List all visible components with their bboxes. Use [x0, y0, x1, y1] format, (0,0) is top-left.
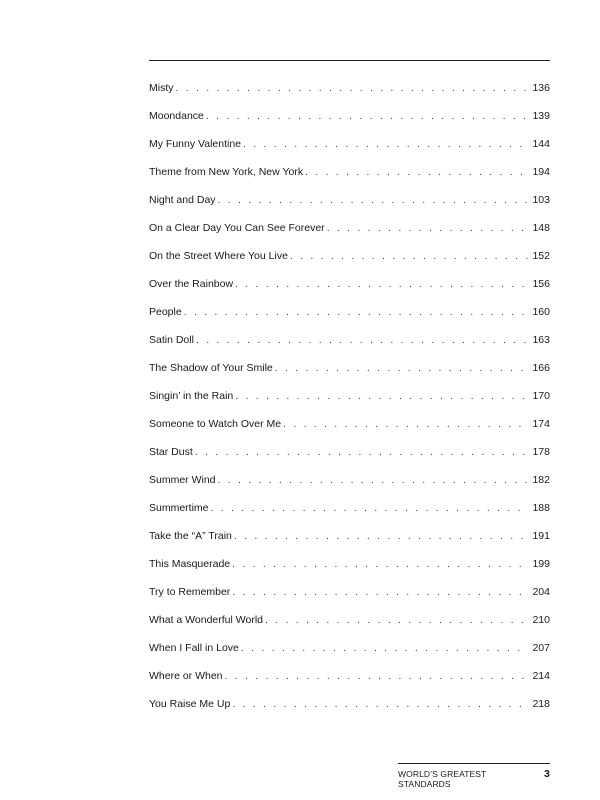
- toc-entry-page: 156: [532, 278, 550, 290]
- toc-entry-title: On the Street Where You Live: [149, 250, 288, 262]
- table-of-contents: [149, 79, 550, 723]
- toc-entry-page: 214: [532, 670, 550, 682]
- toc-entry-page: 152: [532, 250, 550, 262]
- toc-entry: [149, 247, 550, 275]
- toc-entry-title: My Funny Valentine: [149, 138, 242, 150]
- dot-leader: [232, 583, 528, 601]
- toc-entry: [149, 499, 550, 527]
- toc-entry-page: 182: [532, 474, 550, 486]
- toc-entry-title: Moondance: [149, 110, 204, 122]
- footer-book-title: WORLD’S GREATEST STANDARDS: [398, 769, 487, 789]
- dot-leader: [184, 303, 529, 321]
- toc-entry: [149, 583, 550, 611]
- toc-entry-title: On a Clear Day You Can See Forever: [149, 222, 325, 234]
- toc-entry-page: 170: [532, 390, 550, 402]
- dot-leader: [275, 359, 529, 377]
- toc-entry-page: 144: [532, 138, 550, 150]
- toc-entry: [149, 135, 550, 163]
- toc-entry-title: Where or When: [149, 670, 223, 682]
- toc-entry: [149, 667, 550, 695]
- dot-leader: [265, 611, 528, 629]
- toc-entry-page: 103: [532, 194, 550, 206]
- dot-leader: [225, 667, 529, 685]
- toc-entry: [149, 387, 550, 415]
- toc-entry-page: 136: [532, 82, 550, 94]
- dot-leader: [290, 247, 529, 265]
- dot-leader: [206, 107, 529, 125]
- dot-leader: [211, 499, 529, 517]
- toc-entry-page: 188: [532, 502, 550, 514]
- toc-entry-page: 199: [532, 558, 550, 570]
- toc-entry-page: 166: [532, 362, 550, 374]
- toc-entry-title: Satin Doll: [149, 334, 194, 346]
- toc-entry: [149, 695, 550, 723]
- dot-leader: [235, 275, 528, 293]
- toc-entry-page: 139: [532, 110, 550, 122]
- toc-entry-title: When I Fall in Love: [149, 642, 239, 654]
- toc-entry-page: 207: [532, 642, 550, 654]
- toc-entry-page: 163: [532, 334, 550, 346]
- toc-entry: [149, 219, 550, 247]
- toc-entry-title: Night and Day: [149, 194, 216, 206]
- toc-entry: [149, 471, 550, 499]
- dot-leader: [176, 79, 529, 97]
- dot-leader: [305, 163, 528, 181]
- dot-leader: [232, 555, 528, 573]
- dot-leader: [235, 387, 528, 405]
- toc-entry: [149, 163, 550, 191]
- toc-entry-page: 191: [532, 530, 550, 542]
- dot-leader: [195, 443, 529, 461]
- toc-entry-page: 194: [532, 166, 550, 178]
- dot-leader: [327, 219, 529, 237]
- toc-entry-title: You Raise Me Up: [149, 698, 231, 710]
- toc-entry-page: 160: [532, 306, 550, 318]
- toc-entry: [149, 415, 550, 443]
- toc-entry-page: 210: [532, 614, 550, 626]
- dot-leader: [234, 527, 529, 545]
- toc-entry: [149, 443, 550, 471]
- toc-entry-title: Try to Remember: [149, 586, 231, 598]
- toc-entry-title: Star Dust: [149, 446, 193, 458]
- toc-entry-title: This Masquerade: [149, 558, 231, 570]
- toc-entry: [149, 331, 550, 359]
- toc-entry-page: 218: [532, 698, 550, 710]
- toc-entry-page: 204: [532, 586, 550, 598]
- toc-entry-page: 174: [532, 418, 550, 430]
- toc-entry: [149, 639, 550, 667]
- toc-entry-page: 178: [532, 446, 550, 458]
- toc-entry-page: 148: [532, 222, 550, 234]
- toc-entry: [149, 79, 550, 107]
- footer-page-number: 3: [544, 768, 550, 780]
- toc-entry: [149, 611, 550, 639]
- toc-entry-title: Theme from New York, New York: [149, 166, 304, 178]
- toc-entry-title: Summer Wind: [149, 474, 216, 486]
- dot-leader: [283, 415, 528, 433]
- toc-entry-title: The Shadow of Your Smile: [149, 362, 273, 374]
- toc-entry: [149, 303, 550, 331]
- toc-entry-title: Summertime: [149, 502, 209, 514]
- toc-entry-title: People: [149, 306, 182, 318]
- toc-entry: [149, 275, 550, 303]
- toc-entry: [149, 527, 550, 555]
- page-footer: [398, 763, 550, 789]
- dot-leader: [196, 331, 529, 349]
- toc-entry: [149, 359, 550, 387]
- dot-leader: [218, 191, 529, 209]
- dot-leader: [243, 135, 528, 153]
- top-rule: [149, 60, 550, 61]
- dot-leader: [218, 471, 529, 489]
- dot-leader: [241, 639, 529, 657]
- dot-leader: [232, 695, 528, 713]
- toc-entry: [149, 555, 550, 583]
- toc-entry-title: Singin’ in the Rain: [149, 390, 234, 402]
- toc-entry-title: Take the “A” Train: [149, 530, 232, 542]
- toc-entry-title: What a Wonderful World: [149, 614, 263, 626]
- toc-entry-title: Over the Rainbow: [149, 278, 234, 290]
- toc-entry: [149, 107, 550, 135]
- toc-entry-title: Someone to Watch Over Me: [149, 418, 282, 430]
- toc-entry: [149, 191, 550, 219]
- toc-entry-title: Misty: [149, 82, 174, 94]
